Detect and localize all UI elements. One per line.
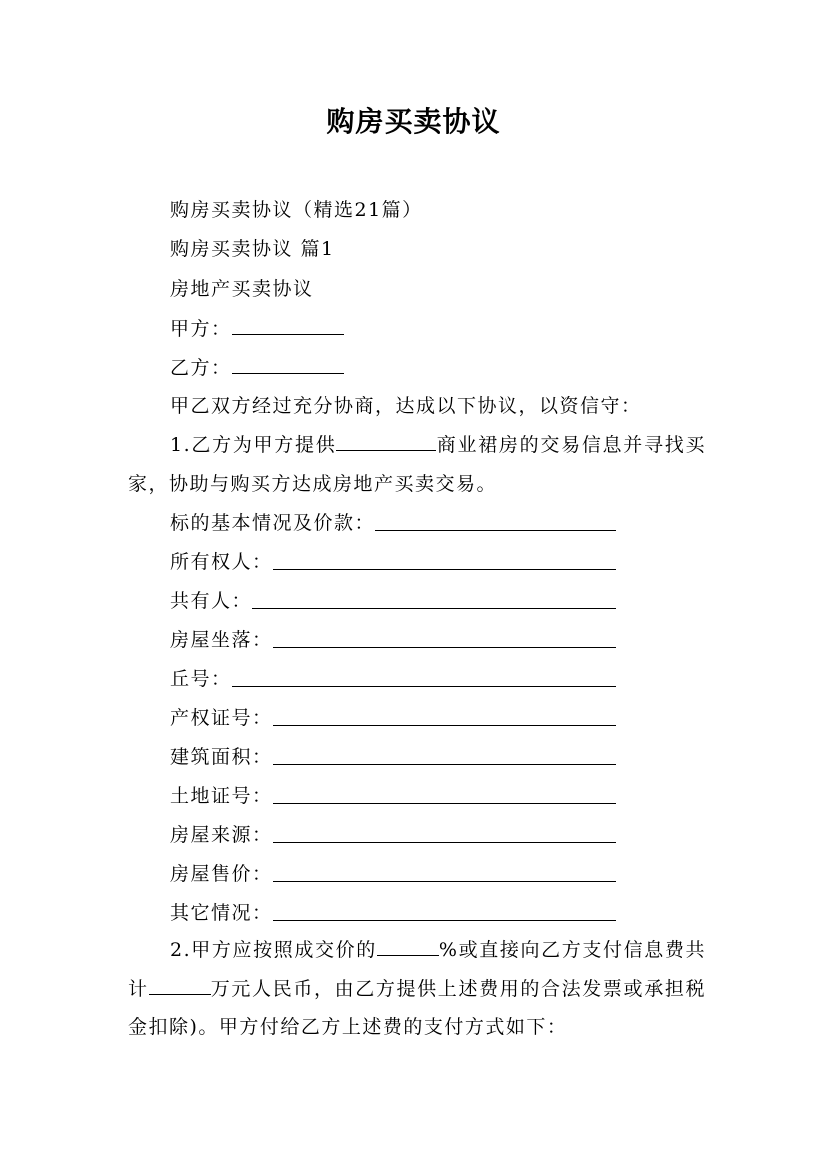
field-label: 共有人： — [170, 590, 253, 612]
party-a-line — [170, 316, 344, 341]
clause-1-prefix: 1.乙方为甲方提供 — [170, 434, 337, 456]
field-blank-line — [273, 746, 616, 765]
clause-1-suffix: 商业裙房的交易信息并寻找买家，协助与购买方达成房地产买卖交易。 — [128, 434, 706, 495]
clause-2-part3: 万元人民币，由乙方提供上述费用的合法发票或承担税金扣除)。甲方付给乙方上述费的支付方式如下： — [128, 977, 706, 1038]
field-label: 建筑面积： — [170, 746, 273, 768]
field-row — [170, 589, 616, 613]
field-blank-line — [252, 590, 616, 609]
field-row — [170, 862, 616, 886]
field-row — [170, 784, 616, 808]
field-blank-line — [273, 863, 616, 882]
party-b-blank — [232, 355, 344, 374]
field-blank-line — [273, 824, 616, 843]
field-label: 房屋坐落： — [170, 629, 273, 651]
field-blank-line — [273, 707, 616, 726]
field-label: 房屋来源： — [170, 824, 273, 846]
field-blank-line — [232, 668, 616, 687]
clause-1-blank — [336, 432, 436, 451]
field-row — [170, 706, 616, 730]
clause-2-percent-blank — [377, 937, 439, 956]
field-row — [170, 667, 616, 691]
field-blank-line — [375, 512, 616, 531]
field-label: 丘号： — [170, 668, 232, 690]
field-row — [170, 823, 616, 847]
party-b-line — [170, 355, 344, 380]
field-blank-line — [273, 629, 616, 648]
clause-1 — [128, 426, 706, 503]
clause-2-amount-blank — [149, 976, 211, 995]
field-row — [170, 901, 616, 925]
party-a-label: 甲方： — [170, 318, 232, 340]
clause-2 — [128, 931, 706, 1047]
field-label: 其它情况： — [170, 902, 273, 924]
document-subtitle: 购房买卖协议（精选21篇） — [170, 199, 423, 221]
field-label: 所有权人： — [170, 551, 273, 573]
field-row — [170, 745, 616, 769]
field-blank-line — [273, 551, 616, 570]
field-label: 产权证号： — [170, 707, 273, 729]
field-label: 土地证号： — [170, 785, 273, 807]
field-row — [170, 511, 616, 535]
section-heading: 购房买卖协议 篇1 — [170, 238, 335, 260]
field-row — [170, 550, 616, 574]
field-row — [170, 628, 616, 652]
field-label: 标的基本情况及价款： — [170, 512, 376, 534]
field-blank-line — [273, 902, 616, 921]
clause-2-part2: %或直接向乙方支付信息费共计 — [128, 939, 706, 1000]
field-label: 房屋售价： — [170, 863, 273, 885]
field-blank-line — [273, 785, 616, 804]
contract-name: 房地产买卖协议 — [170, 278, 314, 300]
party-a-blank — [232, 316, 344, 335]
document-title: 购房买卖协议 — [326, 105, 501, 138]
party-b-label: 乙方： — [170, 357, 232, 379]
intro-paragraph: 甲乙双方经过充分协商，达成以下协议，以资信守： — [170, 395, 642, 417]
clause-2-part1: 2.甲方应按照成交价的 — [170, 939, 377, 961]
